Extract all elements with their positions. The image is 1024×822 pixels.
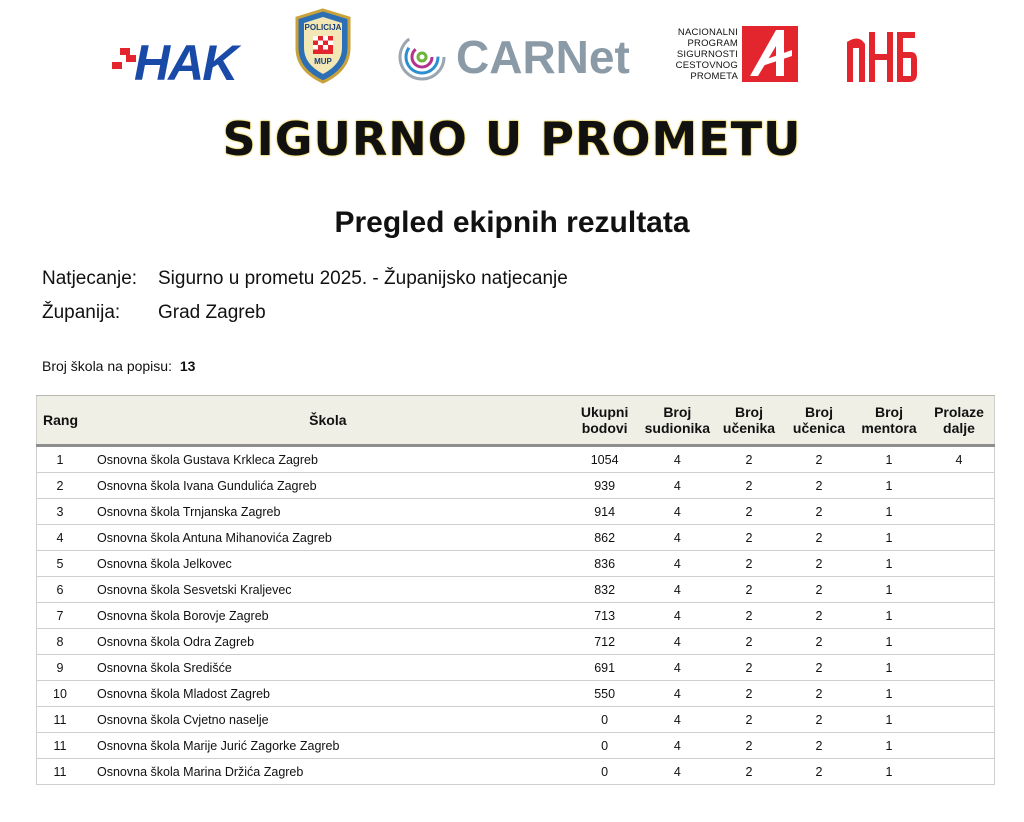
cell-prolaze <box>924 577 995 603</box>
table-row <box>37 499 995 525</box>
npssp-mark-icon <box>742 26 798 82</box>
cell-prolaze <box>924 655 995 681</box>
cell-bodovi: 1054 <box>569 446 641 473</box>
competition-label: Natjecanje: <box>42 268 138 289</box>
header-prolaze-dalje <box>924 396 995 446</box>
schools-count-value: 13 <box>179 358 196 374</box>
cell-prolaze <box>924 707 995 733</box>
schools-count <box>42 358 195 374</box>
table-row <box>37 733 995 759</box>
cell-rang: 9 <box>37 655 88 681</box>
header-line: učenika <box>722 420 776 436</box>
cell-skola: Osnovna škola Jelkovec <box>87 551 569 577</box>
cell-mentora: 1 <box>854 446 924 473</box>
cell-ucenica: 2 <box>784 681 854 707</box>
header-line: dalje <box>943 420 975 436</box>
header-line: Broj <box>735 404 763 420</box>
cell-ucenica: 2 <box>784 629 854 655</box>
cell-ucenika: 2 <box>714 577 784 603</box>
cell-sudionika: 4 <box>641 525 714 551</box>
cell-prolaze <box>924 603 995 629</box>
cell-rang: 2 <box>37 473 88 499</box>
cell-rang: 3 <box>37 499 88 525</box>
cell-skola: Osnovna škola Gustava Krkleca Zagreb <box>87 446 569 473</box>
cell-ucenika: 2 <box>714 707 784 733</box>
table-row <box>37 681 995 707</box>
table-row <box>37 525 995 551</box>
cell-rang: 5 <box>37 551 88 577</box>
cell-sudionika: 4 <box>641 759 714 785</box>
cell-mentora: 1 <box>854 655 924 681</box>
cell-rang: 7 <box>37 603 88 629</box>
cell-rang: 1 <box>37 446 88 473</box>
cell-sudionika: 4 <box>641 446 714 473</box>
cell-bodovi: 939 <box>569 473 641 499</box>
cell-bodovi: 832 <box>569 577 641 603</box>
cell-skola: Osnovna škola Trnjanska Zagreb <box>87 499 569 525</box>
cell-ucenika: 2 <box>714 681 784 707</box>
county-info <box>42 302 266 324</box>
cell-ucenika: 2 <box>714 499 784 525</box>
cell-mentora: 1 <box>854 681 924 707</box>
cell-ucenika: 2 <box>714 733 784 759</box>
cell-sudionika: 4 <box>641 473 714 499</box>
carnet-wordmark: CARNet <box>456 31 630 83</box>
mup-top-text: POLICIJA <box>304 23 342 32</box>
results-table <box>36 395 995 785</box>
mup-bottom-text: MUP <box>314 57 332 66</box>
cell-bodovi: 914 <box>569 499 641 525</box>
hak-logo <box>112 34 258 86</box>
logo-bar <box>0 0 1024 100</box>
header-line: Broj <box>805 404 833 420</box>
cell-prolaze <box>924 551 995 577</box>
cell-prolaze <box>924 681 995 707</box>
cell-sudionika: 4 <box>641 551 714 577</box>
cell-ucenica: 2 <box>784 446 854 473</box>
cell-rang: 4 <box>37 525 88 551</box>
cell-prolaze <box>924 473 995 499</box>
hak-wordmark: HAK <box>134 35 237 86</box>
cell-skola: Osnovna škola Marina Držića Zagreb <box>87 759 569 785</box>
county-label: Županija: <box>42 302 121 323</box>
cell-rang: 8 <box>37 629 88 655</box>
npssp-line: PROGRAM <box>687 37 738 49</box>
cell-skola: Osnovna škola Antuna Mihanovića Zagreb <box>87 525 569 551</box>
cell-sudionika: 4 <box>641 629 714 655</box>
table-row <box>37 551 995 577</box>
cell-sudionika: 4 <box>641 577 714 603</box>
cell-rang: 11 <box>37 759 88 785</box>
cell-rang: 10 <box>37 681 88 707</box>
cell-skola: Osnovna škola Borovje Zagreb <box>87 603 569 629</box>
header-line: učenica <box>792 420 846 436</box>
cell-skola: Osnovna škola Središće <box>87 655 569 681</box>
county-value: Grad Zagreb <box>158 302 266 323</box>
cell-ucenica: 2 <box>784 473 854 499</box>
cell-mentora: 1 <box>854 499 924 525</box>
header-line: mentora <box>861 420 917 436</box>
cell-bodovi: 691 <box>569 655 641 681</box>
header-broj-ucenica <box>784 396 854 446</box>
cell-skola: Osnovna škola Odra Zagreb <box>87 629 569 655</box>
results-body <box>37 446 995 785</box>
npssp-line: NACIONALNI <box>677 26 738 38</box>
header-line: bodovi <box>581 420 628 436</box>
cell-ucenika: 2 <box>714 473 784 499</box>
cell-skola: Osnovna škola Marije Jurić Zagorke Zagreb <box>87 733 569 759</box>
cell-bodovi: 712 <box>569 629 641 655</box>
table-row <box>37 629 995 655</box>
cell-ucenika: 2 <box>714 551 784 577</box>
carnet-logo <box>396 30 630 84</box>
cell-prolaze <box>924 733 995 759</box>
cell-skola: Osnovna škola Ivana Gundulića Zagreb <box>87 473 569 499</box>
cell-ucenica: 2 <box>784 733 854 759</box>
table-header-row <box>37 396 995 446</box>
mup-policija-badge <box>293 8 353 84</box>
header-broj-ucenika <box>714 396 784 446</box>
carnet-swirl-icon <box>396 31 448 83</box>
cell-prolaze: 4 <box>924 446 995 473</box>
header-line: Ukupni <box>580 404 629 420</box>
cell-sudionika: 4 <box>641 733 714 759</box>
table-row <box>37 577 995 603</box>
cell-bodovi: 836 <box>569 551 641 577</box>
cell-ucenika: 2 <box>714 655 784 681</box>
table-row <box>37 446 995 473</box>
hzp-logo <box>845 30 917 84</box>
header-rang: Rang <box>37 396 88 446</box>
main-title: SIGURNO U PROMETU <box>222 112 802 166</box>
cell-ucenica: 2 <box>784 499 854 525</box>
competition-value: Sigurno u prometu 2025. - Županijsko natjecanje <box>158 268 568 289</box>
table-row <box>37 759 995 785</box>
cell-sudionika: 4 <box>641 499 714 525</box>
cell-rang: 11 <box>37 707 88 733</box>
cell-ucenica: 2 <box>784 707 854 733</box>
cell-sudionika: 4 <box>641 603 714 629</box>
cell-rang: 11 <box>37 733 88 759</box>
cell-ucenica: 2 <box>784 551 854 577</box>
header-ukupni-bodovi <box>569 396 641 446</box>
cell-bodovi: 0 <box>569 707 641 733</box>
header-line: Broj <box>663 404 692 420</box>
cell-ucenica: 2 <box>784 603 854 629</box>
table-row <box>37 603 995 629</box>
table-row <box>37 473 995 499</box>
cell-bodovi: 550 <box>569 681 641 707</box>
cell-bodovi: 713 <box>569 603 641 629</box>
cell-mentora: 1 <box>854 473 924 499</box>
cell-ucenika: 2 <box>714 525 784 551</box>
cell-sudionika: 4 <box>641 707 714 733</box>
cell-mentora: 1 <box>854 733 924 759</box>
cell-prolaze <box>924 499 995 525</box>
cell-ucenika: 2 <box>714 603 784 629</box>
cell-mentora: 1 <box>854 577 924 603</box>
npssp-line: SIGURNOSTI <box>676 48 738 60</box>
cell-ucenika: 2 <box>714 629 784 655</box>
npssp-text <box>666 27 738 82</box>
cell-mentora: 1 <box>854 603 924 629</box>
cell-skola: Osnovna škola Cvjetno naselje <box>87 707 569 733</box>
cell-rang: 6 <box>37 577 88 603</box>
cell-bodovi: 0 <box>569 733 641 759</box>
page-subtitle: Pregled ekipnih rezultata <box>334 206 690 239</box>
npssp-logo <box>666 26 798 82</box>
cell-ucenica: 2 <box>784 525 854 551</box>
npssp-line: CESTOVNOG <box>675 59 738 71</box>
cell-ucenika: 2 <box>714 759 784 785</box>
cell-prolaze <box>924 629 995 655</box>
header-broj-mentora <box>854 396 924 446</box>
cell-bodovi: 862 <box>569 525 641 551</box>
schools-count-label: Broj škola na popisu: <box>42 358 172 374</box>
cell-prolaze <box>924 759 995 785</box>
table-row <box>37 655 995 681</box>
header-broj-sudionika <box>641 396 714 446</box>
cell-ucenika: 2 <box>714 446 784 473</box>
cell-mentora: 1 <box>854 551 924 577</box>
cell-mentora: 1 <box>854 629 924 655</box>
cell-skola: Osnovna škola Mladost Zagreb <box>87 681 569 707</box>
cell-sudionika: 4 <box>641 681 714 707</box>
cell-sudionika: 4 <box>641 655 714 681</box>
header-line: Prolaze <box>934 404 984 420</box>
cell-ucenica: 2 <box>784 577 854 603</box>
cell-prolaze <box>924 525 995 551</box>
header-line: sudionika <box>644 420 710 436</box>
header-line: Broj <box>875 404 903 420</box>
cell-mentora: 1 <box>854 707 924 733</box>
table-row <box>37 707 995 733</box>
npssp-line: PROMETA <box>690 70 738 82</box>
cell-mentora: 1 <box>854 525 924 551</box>
competition-info <box>42 268 568 290</box>
cell-ucenica: 2 <box>784 655 854 681</box>
cell-bodovi: 0 <box>569 759 641 785</box>
cell-mentora: 1 <box>854 759 924 785</box>
header-skola: Škola <box>87 396 569 446</box>
cell-skola: Osnovna škola Sesvetski Kraljevec <box>87 577 569 603</box>
cell-ucenica: 2 <box>784 759 854 785</box>
